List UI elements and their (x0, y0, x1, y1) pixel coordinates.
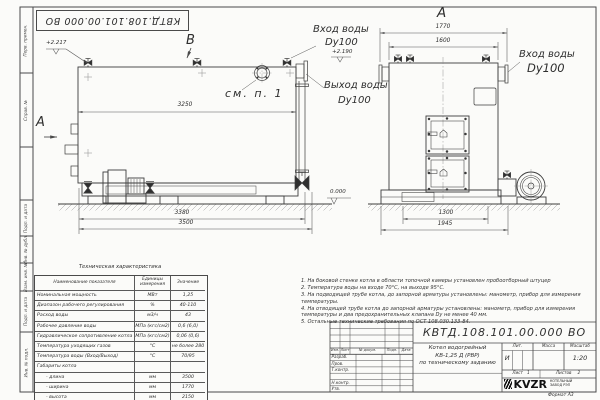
spec-header-name: Наименование показателя (35, 276, 135, 291)
spec-row-value: 43 (171, 311, 205, 321)
lit-label: Лит. (512, 343, 523, 349)
spec-row-value: 1,25 (171, 291, 205, 301)
dim-1600: 1600 (435, 38, 451, 44)
col-list: Лист (340, 347, 350, 352)
technical-notes (301, 278, 595, 326)
spec-row-value (171, 362, 205, 372)
center-marks (84, 69, 294, 157)
col-podp: Подп. (386, 347, 398, 352)
lower-door (426, 156, 469, 192)
front-inlet-label: Вход воды (519, 49, 575, 60)
spec-row-value: 2150 (182, 394, 194, 400)
spec-row-name: Температура уходящих газов (35, 342, 135, 352)
dim-1945: 1945 (437, 221, 453, 227)
front-view-title: А (437, 5, 447, 21)
blower-assembly (103, 170, 146, 203)
view-label-a-arrow: А (36, 115, 45, 130)
spec-row-name: Диапазон рабочего регулирования (35, 301, 135, 311)
logo-text: KVZR (513, 377, 547, 391)
spec-row-name: Номинальная мощность (35, 291, 135, 301)
spec-header-value: Значение (171, 276, 205, 291)
outlet-pipe (295, 61, 309, 190)
spec-row-name: - ширина (35, 383, 135, 393)
dim-1300: 1300 (438, 210, 454, 216)
sheets-value: 2 (577, 370, 581, 375)
side-view (65, 59, 309, 205)
frame-cell-podp-data-2: Подп. и дата (24, 296, 29, 327)
sheet-cell (502, 371, 540, 375)
sheet-value: 1 (526, 370, 530, 375)
sign-row-nkontr: Н.контр. (331, 379, 350, 385)
frame-cell-sprav-no: Справ. № (24, 99, 29, 121)
logo-subtitle: КОТЕЛЬНЫЙ ЗАВОД РЭП (549, 379, 573, 387)
frame-cell-podp-data-1: Подп. и дата (24, 203, 29, 233)
stamp-designation: КВТД.108.101.00.000 ВО (44, 15, 181, 26)
dim-1770: 1770 (435, 24, 451, 30)
spec-row-value: 0,6 (6,0) (171, 322, 205, 332)
frame-cell-inv-dubl: Инв. № дубл. (24, 234, 29, 265)
side-outlet-label: Выход воды (324, 80, 388, 91)
upper-door (426, 116, 469, 154)
view-arrows (44, 48, 191, 137)
scale-value: 1:20 (572, 354, 588, 362)
sign-row-prov: Пров. (331, 360, 344, 366)
sheet-label: Лист (512, 370, 523, 375)
sign-row-razrab: Разраб. (331, 354, 348, 360)
dim-3500: 3500 (178, 220, 194, 226)
side-outlet-dn: Dy100 (338, 95, 371, 106)
spec-row-units: мм (135, 383, 171, 393)
sign-row-utv: Утв. (331, 385, 341, 391)
company-logo (504, 377, 596, 391)
chimney-flange (252, 63, 272, 83)
side-inlet-label: Вход воды (313, 24, 369, 35)
spec-row-value: не более 280 (171, 342, 205, 352)
see-note-callout: см. п. 1 (225, 87, 284, 100)
frame-cell-inv-podl: Инв. № подл. (24, 347, 29, 377)
spec-table-title: Техническая характеристика (78, 264, 162, 270)
note-1: 1. На боковой стенке котла в области топочной камеры установлен пробоотборный штуцер (301, 278, 551, 284)
spec-row-name: Гидравлическое сопротивление котла (35, 332, 135, 342)
spec-row-value: 70/95 (171, 352, 205, 362)
note-3: 3. На подводящей трубе котла, до запорной арматуры установлены: манометр, прибор для измерения температуры. (301, 292, 581, 305)
spec-row-units: °С (135, 352, 171, 362)
frame-cell-perv-primen: Перв. примен. (24, 23, 30, 57)
front-view (379, 55, 548, 204)
spec-row-units: м3/ч (135, 311, 171, 321)
spec-row-name: Рабочее давление воды (35, 322, 135, 332)
spec-row-value: 40-110 (171, 301, 205, 311)
side-inlet-dn: Dy100 (325, 36, 358, 48)
spec-row-name: Температура воды (Вход/Выход) (35, 352, 135, 362)
elevation-zero: 0.000 (330, 189, 346, 195)
doc-name-line3: по техническому заданию (419, 360, 496, 366)
frame-cell-vzam-inv: Взам. инв. № (24, 262, 29, 292)
col-izm: Изм. (330, 347, 340, 352)
mass-label: Масса (541, 343, 556, 349)
format-label: Формат А3 (548, 392, 574, 398)
doc-name-line2: КВ-1,25 Д (РВР) (435, 352, 480, 359)
spec-table (34, 275, 208, 400)
sheets-label: Листов (555, 370, 572, 375)
spec-row-units: °С (135, 342, 171, 352)
title-block-designation: КВТД.108.101.00.000 ВО (422, 326, 587, 339)
col-data: Дата (401, 347, 411, 352)
dim-3380: 3380 (174, 210, 190, 216)
elevation-inlet: +2.190 (332, 48, 353, 55)
lit-value: И (504, 354, 510, 362)
ground-line (58, 204, 560, 211)
spec-header-units: Единицы измерения (135, 276, 171, 291)
col-dokum: № докум. (358, 347, 377, 352)
note-2: 2. Температура воды на входе 70°С, на выходе 95°С. (301, 285, 445, 292)
doc-name-line1: Котел водогрейный (428, 345, 487, 351)
view-label-b: В (186, 33, 195, 48)
note-4: 4. На отводящей трубе котла до запорной арматуры установлены: манометр, прибор для измерения температуры и два предохранительных клапана Dу не менее 40 мм. (301, 305, 576, 319)
spec-row-units: МПа (кгс/см2) (135, 332, 171, 342)
sign-row-tkontr: Т.контр. (331, 366, 350, 372)
spec-row-name: Габариты котла (35, 362, 135, 372)
spec-row-value: 0,06 (0,6) (171, 332, 205, 342)
spec-row-units: % (135, 301, 171, 311)
spec-row-name: - высота (35, 393, 135, 400)
spec-row-value: 3500 (171, 373, 205, 383)
front-inlet-dn: Dy100 (527, 61, 565, 75)
spec-row-name: - длина (35, 373, 135, 383)
logo-mark-icon (504, 379, 512, 389)
spec-row-units (135, 362, 171, 372)
spec-row-value: 1770 (171, 383, 205, 393)
spec-row-units: МВт (135, 291, 171, 301)
scale-label: Масштаб (570, 343, 590, 349)
elevation-top: +2.217 (46, 40, 67, 46)
note-5: 5. Остальные технические требования по ОСТ 108.030.133-84. (301, 319, 471, 326)
spec-row-units: мм (135, 393, 171, 400)
reference-designation-stamp (36, 10, 189, 31)
spec-row-units: мм (135, 373, 171, 383)
spec-row-units: МПа (кгс/см2) (135, 322, 171, 332)
spec-row-name: Расход воды (35, 311, 135, 321)
dim-3250: 3250 (177, 102, 193, 108)
sheets-cell (540, 371, 596, 375)
